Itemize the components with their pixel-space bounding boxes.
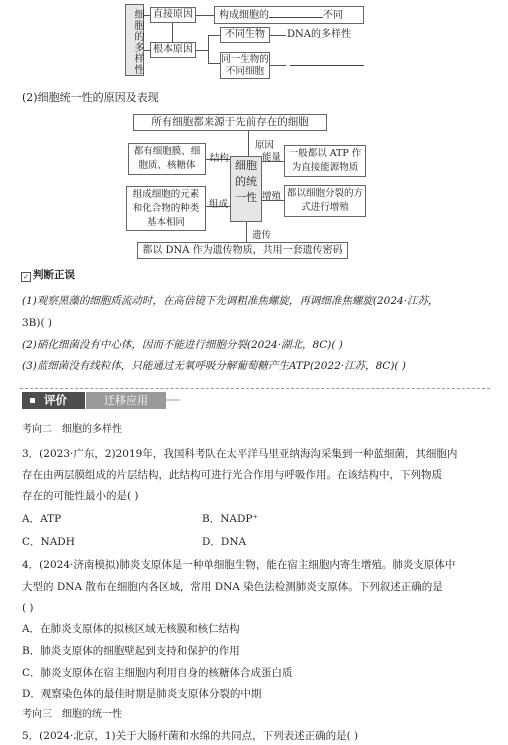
connector	[196, 50, 208, 51]
unity-center-box: 细胞的统一性	[230, 156, 262, 222]
diversity-left-label: 细胞的多样性	[125, 4, 144, 76]
answer-blank	[269, 7, 323, 18]
direct-result-prefix: 构成细胞的	[219, 10, 269, 21]
arrow-line-vertical	[172, 23, 173, 42]
q4-option-a[interactable]: A．在肺炎支原体的拟核区域无核膜和核仁结构	[22, 623, 240, 635]
banner-tail	[166, 399, 180, 401]
branch-b-line1: 同一生物的	[221, 54, 269, 65]
q4-option-c[interactable]: C．肺炎支原体在宿主细胞内利用自身的核糖体合成蛋白质	[22, 667, 293, 679]
arrow-line	[270, 65, 286, 66]
banner-marker	[30, 398, 35, 403]
direct-cause-box: 直接原因	[150, 7, 196, 23]
q3-option-b[interactable]: B．NADP⁺	[202, 513, 259, 525]
reason-label: 原因	[255, 140, 275, 151]
structure-label: 结构	[210, 153, 230, 164]
branch-b-box	[220, 52, 270, 79]
arrow-line	[270, 35, 286, 36]
branch-a-box: 不同生物	[220, 27, 270, 43]
structure-box: 都有细胞膜、细胞质、核糖体	[128, 143, 206, 175]
q4-line1: 4．(2024·济南模拟)肺炎支原体是一种单细胞生物，能在宿主细胞内寄生增殖。肺炎支原体中	[22, 559, 456, 571]
q3-option-a[interactable]: A．ATP	[22, 513, 62, 525]
q3-option-d[interactable]: D．DNA	[202, 536, 247, 548]
q4-line2: 大型的 DNA 散布在细胞内各区域，常用 DNA 染色法检测肺炎支原体。下列叙述正确的是	[22, 581, 443, 593]
banner-rule	[20, 388, 490, 389]
connector	[208, 63, 220, 64]
q5-line1: 5．(2024·北京，1)关于大肠杆菌和水绵的共同点，下列表述正确的是( )	[22, 730, 359, 742]
judge-heading: 判断正误	[33, 269, 75, 281]
unity-bottom-box: 都以 DNA 作为遗传物质，共用一套遗传密码	[137, 242, 348, 259]
direct-result-box	[214, 6, 364, 24]
proliferation-box: 都以细胞分裂的方式进行增殖	[284, 185, 366, 217]
composition-label: 组成	[209, 199, 229, 210]
connector	[208, 35, 220, 36]
judge-q1-line1: (1)观察黑藻的细胞质流动时，在高倍镜下先调粗准焦螺旋，再调细准焦螺旋(2024·江苏，	[22, 295, 439, 307]
branch-b-line2: 不同细胞	[225, 66, 264, 77]
energy-label: 能量	[262, 152, 282, 163]
banner-transfer-label: 迁移应用	[104, 394, 148, 407]
judge-icon: ✓	[21, 272, 31, 282]
q4-option-d[interactable]: D．观察染色体的最佳时期是肺炎支原体分裂的中期	[22, 688, 262, 700]
unity-top-box: 所有细胞都来源于先前存在的细胞	[133, 114, 327, 131]
q4-line3: ( )	[22, 602, 34, 614]
heredity-label: 遗传	[252, 230, 272, 241]
banner-transfer	[86, 392, 166, 409]
judge-q2: (2)硝化细菌没有中心体，因而不能进行细胞分裂(2024·湖北，8C)( )	[22, 339, 343, 351]
topic2-heading: 考向二 细胞的多样性	[22, 424, 122, 435]
judge-q3: (3)蓝细菌没有线粒体，只能通过无氧呼吸分解葡萄糖产生ATP(2022·江苏，8C)( )	[22, 360, 406, 372]
connector	[246, 222, 247, 242]
answer-blank	[290, 64, 364, 66]
composition-box: 组成细胞的元素和化合物的种类基本相同	[126, 186, 206, 231]
q3-line2: 存在由两层膜组成的片层结构，此结构可进行光合作用与呼吸作用。在该结构中，下列物质	[22, 469, 442, 481]
topic3-heading: 考向三 细胞的统一性	[22, 709, 122, 720]
proliferation-label: 增殖	[262, 191, 282, 202]
direct-result-suffix: 不同	[323, 10, 343, 21]
q3-line1: 3．(2023·广东，2)2019年，我国科考队在太平洋马里亚纳海沟采集到一种蓝细菌，其细胞内	[22, 448, 458, 460]
connector	[208, 35, 209, 63]
q4-option-b[interactable]: B．肺炎支原体的细胞壁起到支持和保护的作用	[22, 645, 240, 657]
judge-q1-line2: 3B)( )	[22, 317, 53, 329]
connector	[248, 131, 249, 156]
arrow-line	[196, 15, 214, 16]
q3-line3: 存在的可能性最小的是( )	[22, 490, 139, 502]
root-cause-box: 根本原因	[150, 42, 196, 58]
branch-a-result: DNA的多样性	[287, 29, 351, 40]
unity-section-title: (2)细胞统一性的原因及表现	[22, 91, 159, 104]
energy-box: 一般都以 ATP 作为直接能源物质	[284, 145, 366, 177]
banner-eval-label: 评价	[44, 393, 67, 407]
q3-option-c[interactable]: C．NADH	[22, 536, 75, 548]
